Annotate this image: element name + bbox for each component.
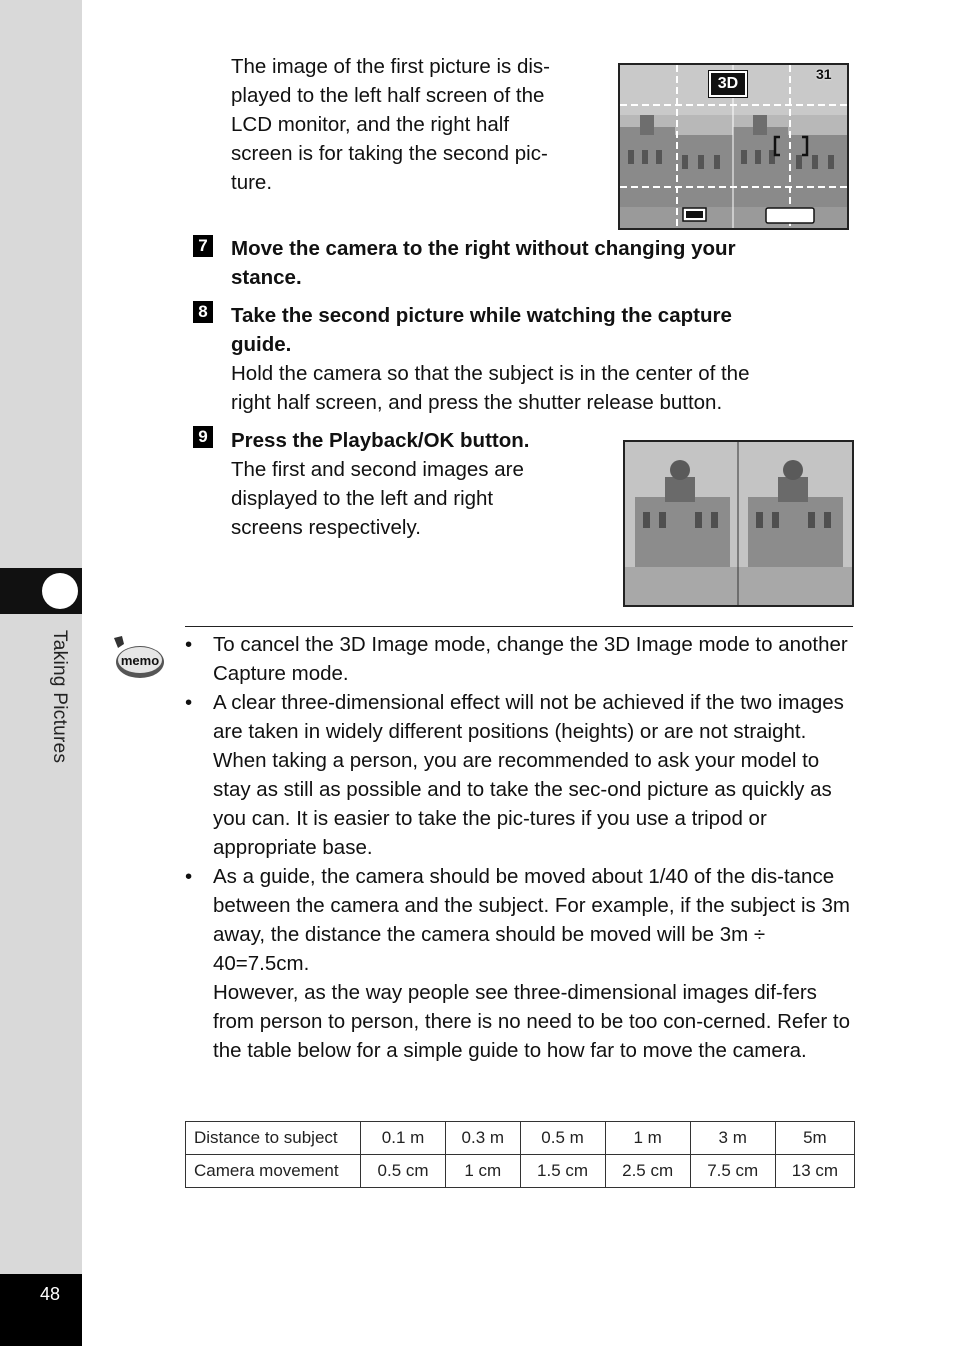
memo-bullet-text: A clear three-dimensional effect will not be achieved if the two images are taken in widely different positions (heights) or are not straight. When taking a person, you are recommended to ask your model to stay as still as possible and to take the sec-ond picture as quickly as you can. It is easier to take the pic-tures if you use a tripod or appropriate base. [213,691,844,859]
step-9-body: The first and second images are displayed to the left and right screens respectively. [231,458,524,539]
playback-preview-image [623,440,854,607]
table-cell: 1 m [605,1122,690,1155]
table-cell: 1 cm [446,1155,520,1188]
table-cell: 13 cm [775,1155,854,1188]
step-8-title: Take the second picture while watching the capture guide. [231,304,732,356]
section-tab-marker [42,573,78,609]
memo-bullet [185,688,855,862]
section-divider [185,626,853,627]
table-row [186,1155,855,1188]
table-row-header: Distance to subject [186,1122,361,1155]
page-number: 48 [40,1284,61,1304]
bullet-dot: • [185,633,193,656]
3d-mode-badge: 3D [709,71,747,97]
step-8-body: Hold the camera so that the subject is in the center of the right half screen, and press the shutter release button. [231,362,750,414]
bullet-dot: • [185,691,193,714]
step-7-title: Move the camera to the right without changing your stance. [231,237,736,289]
memo-bullet-text: To cancel the 3D Image mode, change the 3D Image mode to another Capture mode. [213,633,848,685]
memo-icon-label: memo [120,653,160,668]
section-label [40,630,80,800]
section-label-text: Taking Pictures [49,630,70,764]
camera-movement-table [185,1121,855,1188]
memo-icon [110,634,166,682]
memo-bullet-text: As a guide, the camera should be moved about 1/40 of the dis-tance between the camera and the subject. For example, if the subject is 3m away, the distance the camera should be moved will be 3m ÷ 40=7.5cm. [213,865,850,975]
table-cell: 0.5 cm [361,1155,446,1188]
memo-bullet [185,630,855,688]
table-row-header: Camera movement [186,1155,361,1188]
table-cell: 0.3 m [446,1122,520,1155]
step-number-8: 8 [193,301,213,323]
memo-bullet [185,862,855,1065]
table-cell: 2.5 cm [605,1155,690,1188]
step-9-title: Press the Playback/OK button. [231,429,530,452]
table-cell: 1.5 cm [520,1155,605,1188]
table-cell: 7.5 cm [690,1155,775,1188]
frame-counter: 31 [816,66,832,82]
step-number-9: 9 [193,426,213,448]
table-row [186,1122,855,1155]
table-cell: 0.1 m [361,1122,446,1155]
intro-text: The image of the first picture is dis- played to the left half screen of the LCD monitor, and the right half screen is for taking the second pic- ture. [231,55,551,194]
memo-bullet-extra: However, as the way people see three-dimensional images dif-fers from person to person, there is no need to be too con-cerned. Refer to the table below for a simple guide to how far to move the camera. [213,981,851,1062]
playback-illustration [625,442,852,605]
table-cell: 5m [775,1122,854,1155]
table-cell: 0.5 m [520,1122,605,1155]
memo-bullet-list [185,630,855,1065]
step-number-7: 7 [193,235,213,257]
bullet-dot: • [185,865,193,888]
table-cell: 3 m [690,1122,775,1155]
